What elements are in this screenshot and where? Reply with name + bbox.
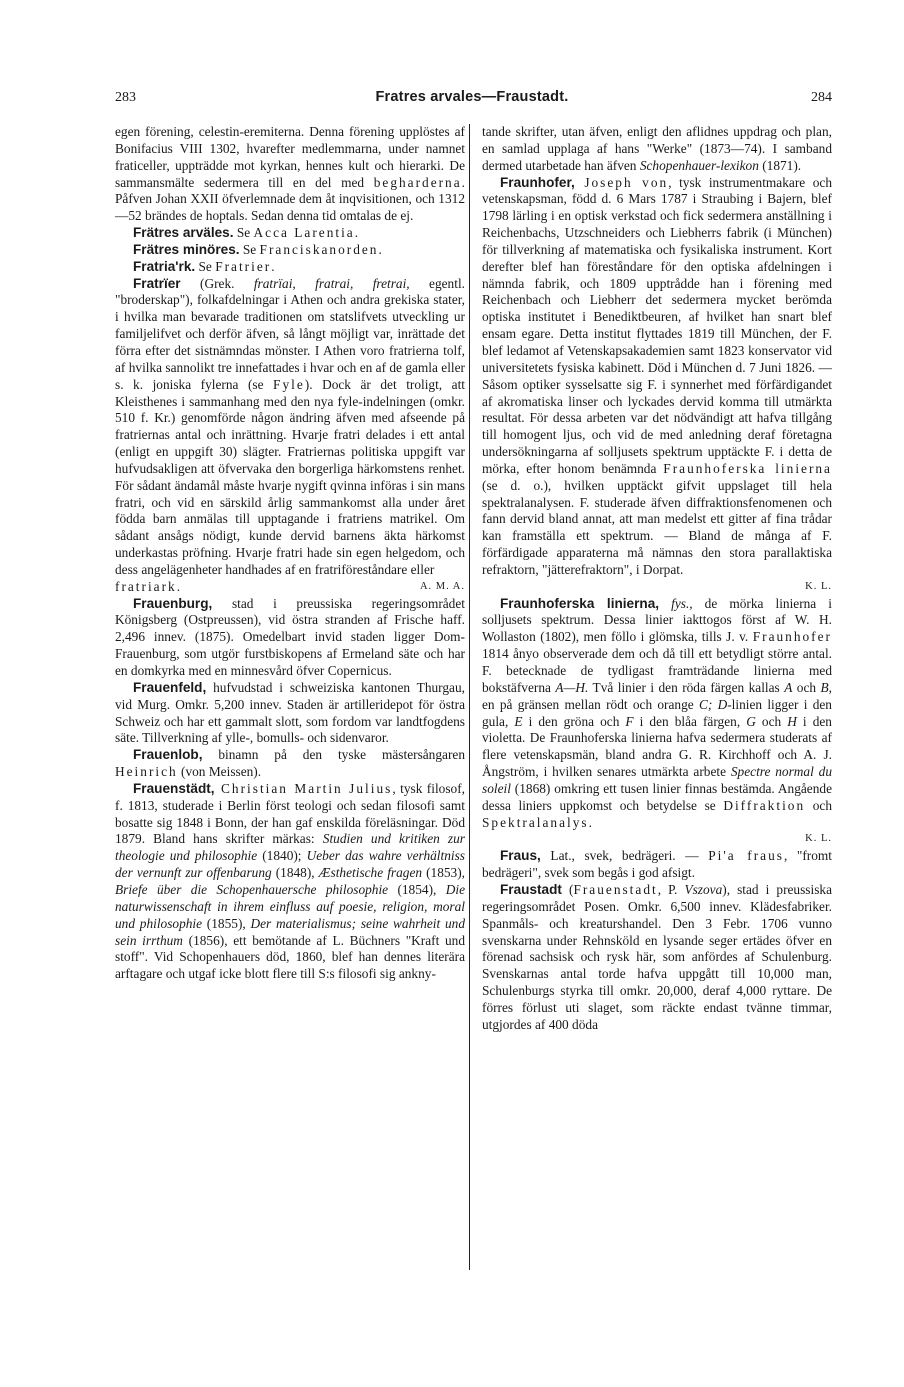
headword: Frauenburg, — [133, 595, 213, 611]
running-title: Fratres arvales—Fraustadt. — [375, 89, 569, 105]
right-column — [482, 124, 832, 1034]
headword: Fraus, — [500, 848, 541, 864]
headword: Frauenfeld, — [133, 679, 207, 695]
running-header — [112, 90, 832, 112]
entry-frauenstadt: Frauenstädt, Christian Martin Julius, tysk filosof, f. 1813, studerade i Berlin först teologi och sedan filosofi samt bosatte sig 1848 i Bonn, der han gaf enskilda föreläsningar. Död 1879. Bland hans skrifter märkas: Studien und kritiken zur theologie und philosophie (1840); Ueber das wahre verhältniss der vernunft zur offenbarung (1848), Æsthetische fragen (1853), Briefe über die Schopenhauersche philosophie (1854), Die naturwissenschaft in ihrem einfluss auf poesie, religion, moral und philosophie (1855), Der materialismus; seine wahrheit und sein irrthum (1856), ett bemötande af L. Büchners "Kraft und stoff". Vid Schopenhauers död, 1860, blef han dennes literära arftagare och utgaf icke blott flere till S:s filosofi sig ankny- — [115, 780, 465, 982]
entry-frauenburg: Frauenburg, stad i preussiska regeringsområdet Königsberg (Ostpreussen), vid östra stranden af Frische haff. 2,496 innev. (1875). Omedelbart invid staden ligger Dom-Frauenburg, som utgör furstbiskopens af Ermeland säte och har en domkyrka med en minnesvård öfver Copernicus. — [115, 595, 465, 678]
entry-fraunhoferska-end — [482, 831, 832, 848]
entry-fraticeller-continued: egen förening, celestin-eremiterna. Denna förening upplöstes af Bonifacius VIII 1302, hvarefter medlemmarna, under namnet fraticeller, uppträdde mot kyrkan, hennes kult och hierarki. De sammansmälte sedermera till en del med begharderna. Påfven Johan XXII öfverlemnade dem åt inqvisitionen, och 1312—52 brändes de hoptals. Sedan denna tid omtalas de ej. — [115, 124, 465, 224]
entry-fratres-minores: Frätres minöres. Se Franciskanorden. — [133, 241, 382, 257]
headword: Fraustadt — [500, 881, 562, 897]
entry-fratrier: Fratrïer (Grek. fratrïai, fratrai, fretrai, egentl. "broderskap"), folkafdelningar i Athen och andra grekiska stater, i hvilka man bevarade traditionen om statslifvets utveckling ur familjelifvet och derför äfven, så långt möjligt var, inrättade det förra efter det sistnämndas mönster. I Athen voro fratrierna tolf, af hvilka sannolikt tre innefattades i hvar och en af de gamla eller s. k. joniska fylerna (se Fyle). Dock är det troligt, att Kleisthenes i sammanhang med den nya fyle-indelningen (omkr. 510 f. Kr.) genomförde någon ändring äfven med afseende på fratriernas antal och inrättning. Hvarje fratri delades i ett antal (enligt en uppgift 30) slägter. Fratriernas politiska uppgift var hufvudsakligen att öfvervaka den borgerliga härkomstens renhet. För sådant ändamål måste hvarje nygift qvinna införas i sin mans fratri, och vid en särskild årlig sammankomst alla under året födda barn anmälas till upptagande i fratriens matrikel. Om sådant ansågs nödigt, kunde dervid barnens äkta härkomst underkastas pröfning. Hvarje fratri hade sin egen helgedom, och dess angelägenheter handhades af en fratriföreståndare eller — [115, 275, 465, 577]
entry-frauenfeld: Frauenfeld, hufvudstad i schweiziska kantonen Thurgau, vid Murg. Omkr. 5,200 innev. Staden är artilleridepot för östra Schweiz och har ett gammalt slott, som fordom var landtfogdens säte. Tillverkning af ylle-, bomulls- och sidenvaror. — [115, 679, 465, 746]
headword: Frätres arväles. — [133, 225, 234, 241]
author-signature: K. L. — [805, 580, 832, 592]
entry-fraunhofer: Fraunhofer, Joseph von, tysk instrumentmakare och vetenskapsman, född d. 6 Mars 1787 i Straubing i Bajern, blef 1798 lärling i en optisk verkstad och fick sedermera anställning i Reichenbachs, Utzschneiders och Liebherrs fabrik (i München) för tillverkning af matematiska och fysikaliska instrument. Kort derefter blef han föreståndare för den optiska afdelningen i nämnda fabrik, och 1809 upptrådde han i förening med Reichenbach och Liebherr det sedermera mycket berömda optiska institutet i Benediktbeuren, af hvilket han snart blef ensam egare. Detta institut flyttades 1819 till München, der F. blef ledamot af Vetenskapsakademien samt 1823 konservator vid universitetets fysiska kabinett. Död i München d. 7 Juni 1826. — Såsom optiker sysselsatte sig F. i synnerhet med förfärdigandet af akromatiska linser och lyckades dervid komma till utmärkta resultat. För dessa arbeten var det nödvändigt att hafva tillgång till homogent ljus, och vid de med anledning deraf företagna undersökningarna af solljusets spektrum upptäckte F. i detta de mörka, efter honom benämnda Fraunhoferska linierna (se d. o.), hvilken upptäckt gifvit uppslaget till hela spektralanalysen. F. studerade äfven diffraktionsfenomenen och fann dervid bland annat, att man medelst ett gitter af fina trådar kan framställa ett spektrum. — Bland de många af F. förfärdigade apparaterna må nämnas den stora parallaktiska refraktorn, "jätterefraktorn", i Dorpat. — [482, 174, 832, 577]
entry-frauenstadt-continued: tande skrifter, utan äfven, enligt den aflidnes uppdrag och plan, en samlad upplaga af hans "Werke" (1873—74). I samband dermed utarbetade han äfven Schopenhauer-lexikon (1871). — [482, 124, 832, 173]
entry-fraustadt: Fraustadt (Frauenstadt, P. Vszova), stad i preussiska regeringsområdet Posen. Omkr. 6,500 innev. Klädesfabriker. Spanmåls- och kreaturshandel. Den 3 Febr. 1706 vunno svenskarna under Rehnsköld en lysande seger ertädes öfver en förenad sachsisk och rysk här, som anfördes af Schulenburg. Svenskarnas antal torde hafva uppgått till 10,000 man, Schulenburgs styrka till omkr. 20,000, deraf 4,000 ryttare. De förres förlust uti slaget, som räckte endast tvänne timmar, utgjordes af 400 döda — [482, 881, 832, 1032]
entry-fratriark: Fratria'rk. Se Fratrier. — [133, 258, 275, 274]
author-signature: A. M. A. — [419, 580, 465, 592]
entry-fraus: Fraus, Lat., svek, bedrägeri. — Pi'a fraus, "fromt bedrägeri", svek som begås i god afsigt. — [482, 848, 832, 881]
headword: Fraunhoferska linierna, — [500, 595, 660, 611]
author-signature: K. L. — [805, 833, 832, 845]
entry-fraunhofer-end — [482, 579, 832, 596]
headword: Frauenlob, — [133, 747, 203, 763]
entry-fraunhoferska-linierna: Fraunhoferska linierna, fys., de mörka linierna i solljusets spektrum. Dessa linier iakttogos först af W. H. Wollaston (1802), men föllo i glömska, tills J. v. Fraunhofer 1814 ånyo observerade dem och då till ett betydligt större antal. F. betecknade de tydligast framträdande linierna med bokstäfverna A—H. Två linier i den röda färgen kallas A och B, en på gränsen mellan rödt och orange C; D-linien ligger i den gula, E i den gröna och F i den blåa färgen, G och H i den violetta. De Fraunhoferska linierna hafva sedermera studerats af flere vetenskapsmän, bland andra G. R. Kirchhoff och A. J. Ångström, i hvilken senares utmärkta arbete Spectre normal du soleil (1868) omkring ett tusen linier finnas bestämda. Angående dessa liniers uppkomst och betydelse se Diffraktion och Spektralanalys. — [482, 595, 832, 830]
headword: Frauenstädt, — [133, 780, 215, 796]
headword: Fraunhofer, — [500, 174, 575, 190]
headword: Fratrïer — [133, 275, 181, 291]
left-column — [115, 124, 465, 983]
entry-frauenlob: Frauenlob, binamn på den tyske mästersångaren Heinrich (von Meissen). — [115, 747, 465, 780]
page-number-right: 284 — [811, 90, 832, 105]
headword: Fratria'rk. — [133, 258, 196, 274]
headword: Frätres minöres. — [133, 241, 240, 257]
entry-fratres-arvales: Frätres arväles. Se Acca Larentia. — [133, 225, 359, 241]
entry-fratrier-end: fratriark. A. M. A. — [115, 578, 465, 594]
column-divider — [469, 124, 470, 1270]
page-number-left: 283 — [115, 90, 136, 105]
